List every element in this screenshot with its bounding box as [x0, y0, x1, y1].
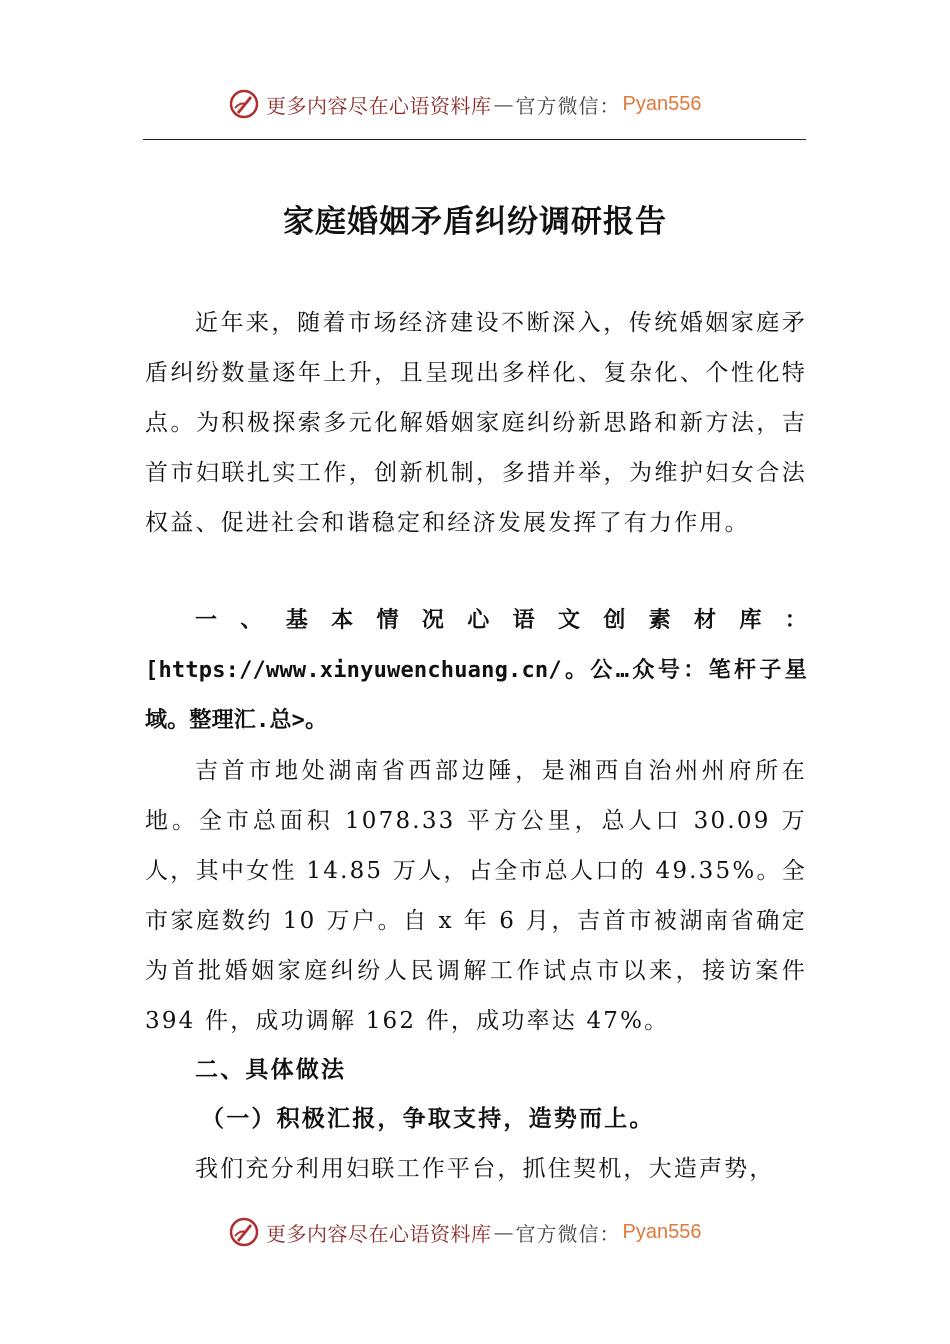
banner-text: 更多内容尽在心语资料库	[266, 1221, 492, 1246]
quill-logo-icon	[228, 1216, 260, 1248]
official-label: 官方微信：	[515, 93, 621, 118]
banner-dash: —	[493, 92, 514, 116]
banner-text: 更多内容尽在心语资料库	[266, 93, 492, 118]
wechat-id: Pyan556	[622, 92, 702, 115]
section-1-heading: 一、基本情况心语文创素材库：[https://www.xinyuwenchuang.cn/。公…众号：笔杆子星域。整理汇.总>。	[145, 608, 807, 733]
banner-dash: —	[493, 1220, 514, 1244]
subsection-1-heading: （一）积极汇报，争取支持，造势而上。	[201, 1105, 655, 1132]
subsection-1-body: 我们充分利用妇联工作平台，抓住契机，大造声势，	[195, 1156, 775, 1182]
footer-banner	[0, 1212, 950, 1252]
wechat-id: Pyan556	[622, 1220, 702, 1243]
intro-paragraph: 近年来，随着市场经济建设不断深入，传统婚姻家庭矛盾纠纷数量逐年上升，且呈现出多样化、复杂化、个性化特点。为积极探索多元化解婚姻家庭纠纷新思路和新方法，吉首市妇联扎实工作，创新机制，多措并举，为维护妇女合法权益、促进社会和谐稳定和经济发展发挥了有力作用。	[145, 310, 807, 536]
document-title: 家庭婚姻矛盾纠纷调研报告	[283, 204, 667, 240]
official-label: 官方微信：	[515, 1221, 621, 1246]
header-banner	[0, 84, 950, 124]
quill-logo-icon	[228, 88, 260, 120]
section-2-heading: 二、具体做法	[195, 1056, 347, 1083]
section-1-body: 吉首市地处湖南省西部边陲，是湘西自治州州府所在地。全市总面积 1078.33 平方公里，总人口 30.09 万人，其中女性 14.85 万人，占全市总人口的 49.35%。全市家庭数约 10 万户。自 x 年 6 月，吉首市被湖南省确定为首批婚姻家庭纠纷人民调解工作试点市以来，接访案件 394 件，成功调解 162 件，成功率达 47%。	[145, 758, 807, 1034]
header-divider	[143, 139, 806, 140]
